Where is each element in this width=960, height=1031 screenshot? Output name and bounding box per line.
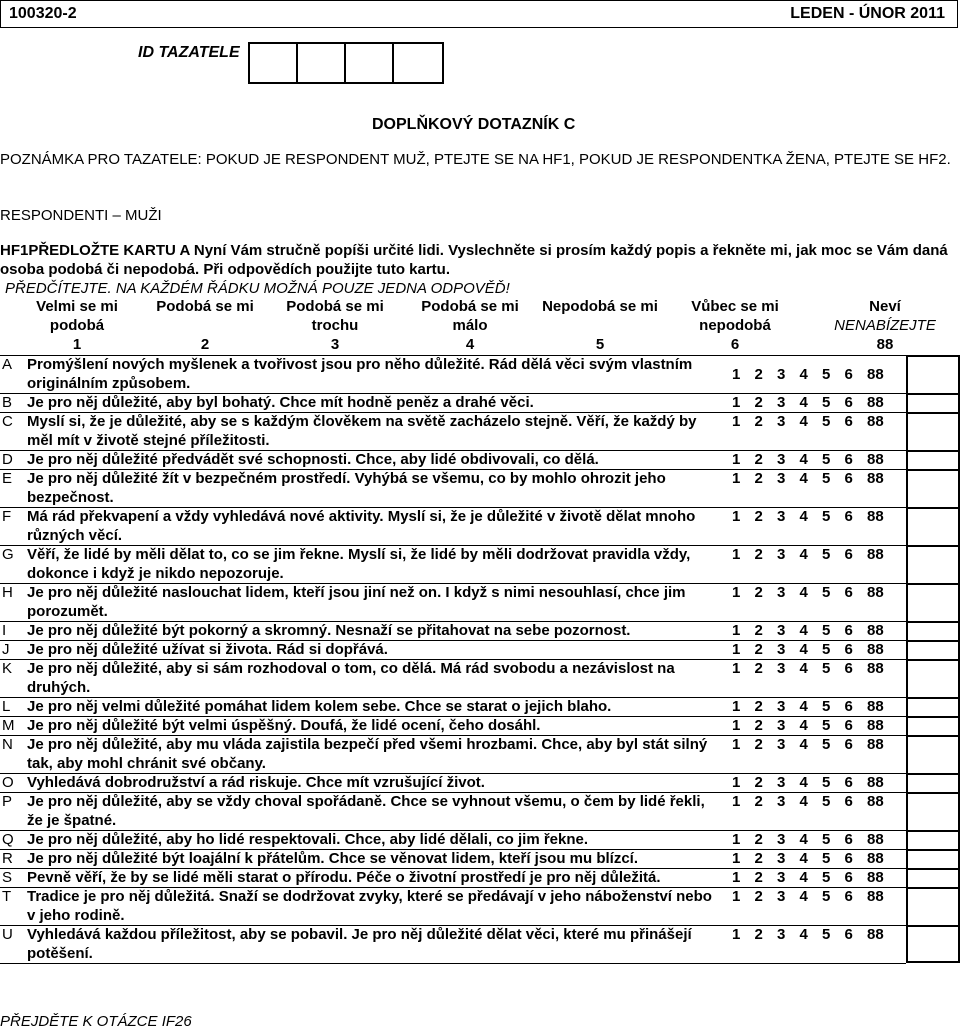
- scale-header-sublabel: podobá: [49, 317, 105, 334]
- table-row: [0, 830, 960, 849]
- scale-header-sublabel: nepodobá: [699, 317, 771, 334]
- scale-header-sublabel: málo: [452, 317, 488, 334]
- answer-scale[interactable]: 1 2 3 4 5 6 88: [732, 451, 884, 468]
- answer-scale[interactable]: 1 2 3 4 5 6 88: [732, 622, 884, 639]
- answer-code-box[interactable]: [906, 621, 960, 640]
- item-text: Je pro něj důležité, aby mu vláda zajistila bezpečí před všemi hrozbami. Chce, aby byl stát silný tak, aby mohl chránit své občany.: [27, 736, 708, 772]
- table-row: [0, 716, 960, 735]
- answer-scale[interactable]: 1 2 3 4 5 6 88: [732, 831, 884, 848]
- answer-code-box[interactable]: [906, 735, 960, 773]
- scale-header-label: Podobá se mi: [421, 298, 519, 315]
- item-text: Vyhledává dobrodružství a rád riskuje. Chce mít vzrušující život.: [27, 774, 485, 791]
- item-text: Je pro něj důležité, aby ho lidé respektovali. Chce, aby lidé dělali, co jim řekne.: [27, 831, 589, 848]
- row-divider: [0, 355, 906, 356]
- table-row: [0, 355, 960, 393]
- answer-code-box[interactable]: [906, 849, 960, 868]
- scale-header-number: 5: [595, 336, 605, 353]
- item-letter: N: [2, 736, 13, 753]
- id-digit-box[interactable]: [250, 44, 298, 82]
- interviewer-id-label: ID TAZATELE: [138, 44, 240, 61]
- table-row: [0, 735, 960, 773]
- item-text: Promýšlení nových myšlenek a tvořivost jsou pro něho důležité. Rád dělá věci svým vlastním originálním způsobem.: [27, 356, 693, 392]
- answer-scale[interactable]: 1 2 3 4 5 6 88: [732, 641, 884, 658]
- answer-code-box[interactable]: [906, 868, 960, 887]
- answer-code-box[interactable]: [906, 697, 960, 716]
- scale-header-sublabel: trochu: [311, 317, 359, 334]
- answer-code-box[interactable]: [906, 887, 960, 925]
- item-text: Je pro něj důležité předvádět své schopnosti. Chce, aby lidé obdivovali, co dělá.: [27, 451, 599, 468]
- scale-header-number: 6: [730, 336, 740, 353]
- item-letter: U: [2, 926, 13, 943]
- answer-code-box[interactable]: [906, 545, 960, 583]
- table-row: [0, 868, 960, 887]
- id-digit-box[interactable]: [394, 44, 442, 82]
- item-text: Tradice je pro něj důležitá. Snaží se dodržovat zvyky, které se předávají v jeho náboženství nebo v jeho rodině.: [27, 888, 712, 924]
- item-letter: R: [2, 850, 13, 867]
- answer-code-box[interactable]: [906, 792, 960, 830]
- table-row: [0, 393, 960, 412]
- answer-scale[interactable]: 1 2 3 4 5 6 88: [732, 736, 884, 753]
- scale-header-sublabel: NENABÍZEJTE: [834, 317, 936, 334]
- answer-scale[interactable]: 1 2 3 4 5 6 88: [732, 584, 884, 601]
- answer-code-box[interactable]: [906, 640, 960, 659]
- scale-header: [410, 297, 530, 354]
- table-row: [0, 621, 960, 640]
- item-letter: J: [2, 641, 10, 658]
- answer-code-box[interactable]: [906, 450, 960, 469]
- scale-header-label: Nepodobá se mi: [542, 298, 658, 315]
- answer-scale[interactable]: 1 2 3 4 5 6 88: [732, 660, 884, 677]
- scale-header: [18, 297, 136, 354]
- scale-header: [820, 297, 950, 354]
- answer-scale[interactable]: 1 2 3 4 5 6 88: [732, 413, 884, 430]
- item-text: Je pro něj důležité, aby si sám rozhodoval o tom, co dělá. Má rád svobodu a nezávislost na druhých.: [27, 660, 675, 696]
- answer-code-box[interactable]: [906, 659, 960, 697]
- answer-scale[interactable]: 1 2 3 4 5 6 88: [732, 888, 884, 905]
- item-letter: K: [2, 660, 13, 677]
- item-text: Je pro něj důležité být velmi úspěšný. Doufá, že lidé ocení, čeho dosáhl.: [27, 717, 541, 734]
- question-instruction: HF1PŘEDLOŽTE KARTU A Nyní Vám stručně popíši určité lidi. Vyslechněte si prosím každý popis a řekněte mi, jak moc se Vám daná osoba podobá či nepodobá. Při odpovědích použijte tuto kartu.: [0, 242, 948, 278]
- scale-header-number: 88: [876, 336, 894, 353]
- answer-code-box[interactable]: [906, 830, 960, 849]
- scale-header-number: 1: [72, 336, 82, 353]
- table-row: [0, 507, 960, 545]
- answer-code-box[interactable]: [906, 507, 960, 545]
- table-row: [0, 887, 960, 925]
- answer-scale[interactable]: 1 2 3 4 5 6 88: [732, 546, 884, 563]
- answer-code-box[interactable]: [906, 469, 960, 507]
- item-letter: T: [2, 888, 12, 905]
- scale-header-label: Vůbec se mi: [691, 298, 779, 315]
- item-text: Má rád překvapení a vždy vyhledává nové aktivity. Myslí si, že je důležité v životě dělat mnoho různých věcí.: [27, 508, 696, 544]
- table-row: [0, 412, 960, 450]
- table-row: [0, 450, 960, 469]
- item-letter: G: [2, 546, 14, 563]
- read-out-instruction: PŘEDČÍTEJTE. NA KAŽDÉM ŘÁDKU MOŽNÁ POUZE JEDNA ODPOVĚĎ!: [5, 280, 510, 297]
- page-title: DOPLŇKOVÝ DOTAZNÍK C: [372, 116, 576, 133]
- item-letter: I: [2, 622, 7, 639]
- answer-scale[interactable]: 1 2 3 4 5 6 88: [732, 470, 884, 487]
- item-text: Myslí si, že je důležité, aby se s každým člověkem na světě zacházelo stejně. Věří, že každý by měl mít v životě stejné příležitosti.: [27, 413, 697, 449]
- header-bar: [0, 0, 958, 28]
- id-digit-box[interactable]: [346, 44, 394, 82]
- answer-scale[interactable]: 1 2 3 4 5 6 88: [732, 869, 884, 886]
- scale-header-sublabel: [535, 316, 665, 335]
- row-divider: [0, 963, 906, 964]
- survey-date: LEDEN - ÚNOR 2011: [790, 5, 945, 22]
- table-row: [0, 659, 960, 697]
- scale-header-label: Podobá se mi: [156, 298, 254, 315]
- item-letter: C: [2, 413, 13, 430]
- scale-header-label: Neví: [869, 298, 901, 315]
- answer-scale[interactable]: 1 2 3 4 5 6 88: [732, 394, 884, 411]
- item-text: Pevně věří, že by se lidé měli starat o přírodu. Péče o životní prostředí je pro něj důležitá.: [27, 869, 661, 886]
- table-row: [0, 849, 960, 868]
- answer-code-box[interactable]: [906, 393, 960, 412]
- table-row: [0, 925, 960, 963]
- scale-header: [685, 297, 785, 354]
- respondent-group: RESPONDENTI – MUŽI: [0, 207, 162, 224]
- goto-instruction: PŘEJDĚTE K OTÁZCE IF26: [0, 1013, 192, 1030]
- interviewer-note: POZNÁMKA PRO TAZATELE: POKUD JE RESPONDENT MUŽ, PTEJTE SE NA HF1, POKUD JE RESPONDENTKA ŽENA, PTEJTE SE HF2.: [0, 151, 951, 168]
- item-letter: H: [2, 584, 13, 601]
- item-letter: Q: [2, 831, 14, 848]
- scale-header-number: 3: [330, 336, 340, 353]
- scale-header-number: 4: [465, 336, 475, 353]
- answer-code-box[interactable]: [906, 355, 960, 393]
- table-row: [0, 640, 960, 659]
- answer-scale[interactable]: 1 2 3 4 5 6 88: [732, 926, 884, 943]
- answer-code-box[interactable]: [906, 412, 960, 450]
- interviewer-id-boxes[interactable]: [248, 42, 444, 84]
- answer-scale[interactable]: 1 2 3 4 5 6 88: [732, 793, 884, 810]
- item-letter: M: [2, 717, 15, 734]
- answer-scale[interactable]: 1 2 3 4 5 6 88: [732, 508, 884, 525]
- item-text: Je pro něj důležité, aby se vždy choval spořádaně. Chce se vyhnout všemu, o čem by lidé řekli, že je špatné.: [27, 793, 705, 829]
- scale-header: [145, 297, 265, 354]
- scale-header-label: Velmi se mi: [36, 298, 118, 315]
- item-text: Je pro něj důležité naslouchat lidem, kteří jsou jiní než on. I když s nimi nesouhlasí, chce jim porozumět.: [27, 584, 686, 620]
- item-text: Věří, že lidé by měli dělat to, co se jim řekne. Myslí si, že lidé by měli dodržovat pravidla vždy, dokonce i když je nikdo nepozoruje.: [27, 546, 691, 582]
- item-letter: F: [2, 508, 12, 525]
- answer-code-box[interactable]: [906, 716, 960, 735]
- answer-code-box[interactable]: [906, 773, 960, 792]
- scale-header: [535, 297, 665, 354]
- item-letter: O: [2, 774, 14, 791]
- scale-header-label: Podobá se mi: [286, 298, 384, 315]
- item-text: Je pro něj důležité být loajální k přátelům. Chce se věnovat lidem, kteří jsou mu blízcí.: [27, 850, 639, 867]
- item-letter: B: [2, 394, 13, 411]
- answer-code-box[interactable]: [906, 925, 960, 963]
- scale-header-number: 2: [200, 336, 210, 353]
- answer-scale[interactable]: 1 2 3 4 5 6 88: [732, 366, 884, 383]
- scale-header: [275, 297, 395, 354]
- item-text: Je pro něj důležité žít v bezpečném prostředí. Vyhýbá se všemu, co by mohlo ohrozit jeho bezpečnost.: [27, 470, 666, 506]
- item-text: Je pro něj důležité užívat si života. Rád si dopřává.: [27, 641, 388, 658]
- answer-scale[interactable]: 1 2 3 4 5 6 88: [732, 850, 884, 867]
- item-letter: S: [2, 869, 13, 886]
- answer-scale[interactable]: 1 2 3 4 5 6 88: [732, 698, 884, 715]
- scale-header-sublabel: [145, 316, 265, 335]
- item-letter: E: [2, 470, 13, 487]
- item-letter: A: [2, 356, 13, 373]
- item-text: Vyhledává každou příležitost, aby se pobavil. Je pro něj důležité dělat věci, které mu přinášejí potěšení.: [27, 926, 692, 962]
- table-row: [0, 583, 960, 621]
- item-text: Je pro něj důležité, aby byl bohatý. Chce mít hodně peněz a drahé věci.: [27, 394, 534, 411]
- table-row: [0, 697, 960, 716]
- table-row: [0, 469, 960, 507]
- item-letter: L: [2, 698, 11, 715]
- answer-code-box[interactable]: [906, 583, 960, 621]
- questionnaire-code: 100320-2: [9, 5, 77, 22]
- item-letter: P: [2, 793, 13, 810]
- table-row: [0, 792, 960, 830]
- answer-scale[interactable]: 1 2 3 4 5 6 88: [732, 717, 884, 734]
- table-row: [0, 545, 960, 583]
- id-digit-box[interactable]: [298, 44, 346, 82]
- item-text: Je pro něj velmi důležité pomáhat lidem kolem sebe. Chce se starat o jejich blaho.: [27, 698, 612, 715]
- answer-scale[interactable]: 1 2 3 4 5 6 88: [732, 774, 884, 791]
- item-letter: D: [2, 451, 13, 468]
- table-row: [0, 773, 960, 792]
- item-text: Je pro něj důležité být pokorný a skromný. Nesnaží se přitahovat na sebe pozornost.: [27, 622, 631, 639]
